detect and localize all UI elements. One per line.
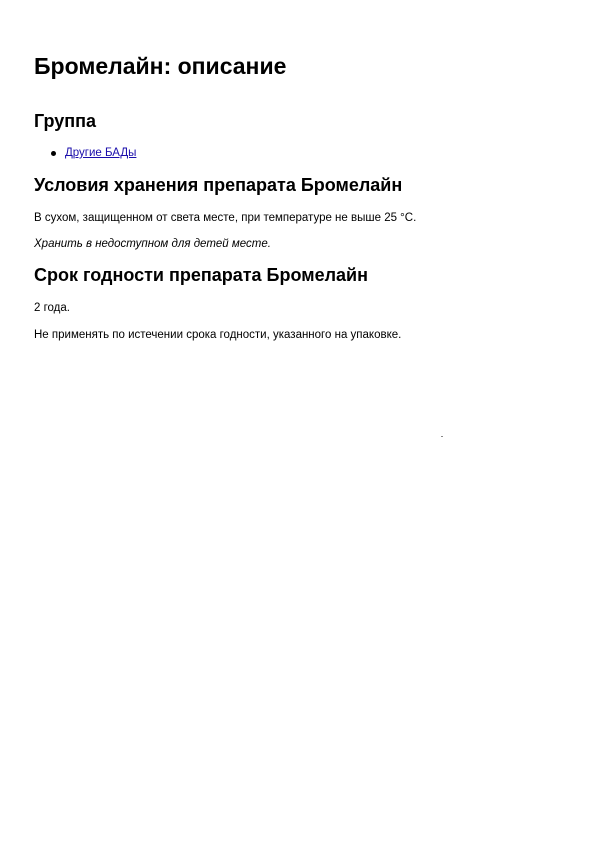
- storage-text: В сухом, защищенном от света месте, при температуре не выше 25 °C.: [34, 212, 417, 224]
- shelf-life-value: 2 года.: [34, 302, 70, 314]
- page-title: Бромелайн: описание: [34, 53, 287, 79]
- storage-note: Хранить в недоступном для детей месте.: [34, 238, 271, 250]
- list-item: [34, 144, 136, 162]
- group-link-other-supplements[interactable]: Другие БАДы: [65, 147, 137, 159]
- shelf-life-heading: Срок годности препарата Бромелайн: [34, 265, 368, 285]
- storage-heading: Условия хранения препарата Бромелайн: [34, 175, 403, 195]
- bullet-icon: [51, 151, 56, 156]
- shelf-life-note: Не применять по истечении срока годности, указанного на упаковке.: [34, 329, 402, 341]
- group-list: [34, 144, 136, 162]
- stray-mark: [441, 436, 443, 437]
- group-heading: Группа: [34, 111, 97, 131]
